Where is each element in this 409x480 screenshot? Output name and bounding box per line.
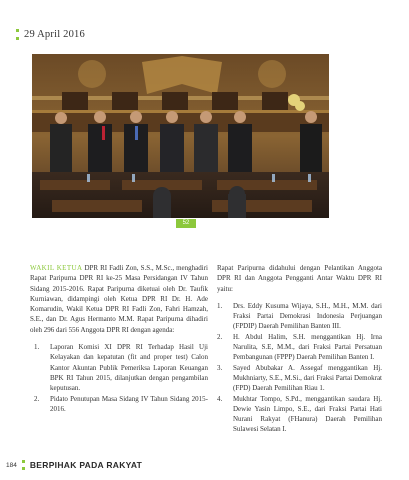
page-number: 184 [6, 461, 17, 469]
intro-paragraph [30, 263, 208, 335]
parliament-photo [32, 54, 329, 218]
date-marker [16, 29, 19, 40]
right-column [217, 263, 382, 435]
member-item: 2. H. Abdul Halim, S.H. menggantikan Hj. Irna Narulita, S.E, M.M., dari Fraksi Partai Persatuan Pembangunan (FPPP) Daerah Pemilihan Banten I. [217, 332, 382, 362]
agenda-item: 2. Pidato Penutupan Masa Sidang IV Tahun Sidang 2015-2016. [34, 394, 208, 413]
intro-text: DPR RI Fadli Zon, S.S., M.Sc., menghadiri Rapat Paripurna DPR RI ke-25 Masa Persidangan IV Tahun Sidang 2015-2016. Rapat Paripurna diketuai oleh Dr. Taufik Kurniawan, didampingi oleh Ketua DPR RI Dr. H. Ade Komarudin, Wakil Ketua DPR RI Fadli Zon, Fahri Hamzah, S.E., dan Dr. Agus Hermanto M.M. Rapat Paripurna dihadiri oleh 296 dari 556 Anggota DPR RI dengan agenda: [30, 264, 208, 334]
page-footer [6, 460, 142, 470]
footer-marker [22, 460, 25, 470]
member-item: 1. Drs. Eddy Kusuma Wijaya, S.H., M.H., M.M. dari Fraksi Partai Demokrasi Indonesia Perjuangan (FPDIP) Daerah Pemilihan Banten III. [217, 301, 382, 331]
date-header [16, 28, 85, 40]
photo-number-badge: 52 [176, 219, 196, 228]
agenda-item: 1. Laporan Komisi XI DPR RI Terhadap Hasil Uji Kelayakan dan kepatutan (fit and proper test) Calon Kantor Akuntan Publik Pemeriksa Laporan Keuangan BPK RI Tahun 2015, dilanjutkan dengan pengambilan keputusan. [34, 343, 208, 393]
publication-brand: BERPIHAK PADA RAKYAT [29, 460, 143, 470]
left-column [30, 263, 208, 414]
lead-in: WAKIL KETUA [30, 264, 83, 272]
member-list [217, 301, 382, 435]
member-item: 4. Mukhtar Tompo, S.Pd., menggantikan saudara Hj. Dewie Yasin Limpo, S.E., dari Fraksi Partai Hati Nurani Rakyat (FHanura) Daerah Pemilihan Sulawesi Selatan I. [217, 394, 382, 434]
member-item: 3. Sayed Abubakar A. Assegaf menggantikan Hj. Mukhniarty, S.E., M.Si., dari Fraksi Partai Demokrat (FPD) Daerah Pemilihan Riau 1. [217, 363, 382, 393]
agenda-list [30, 342, 208, 414]
date-text: 29 April 2016 [24, 28, 85, 40]
inauguration-paragraph: Rapat Paripurna didahului dengan Pelantikan Anggota DPR RI dan Anggota Pengganti Antar Waktu DPR RI yaitu: [217, 264, 382, 293]
